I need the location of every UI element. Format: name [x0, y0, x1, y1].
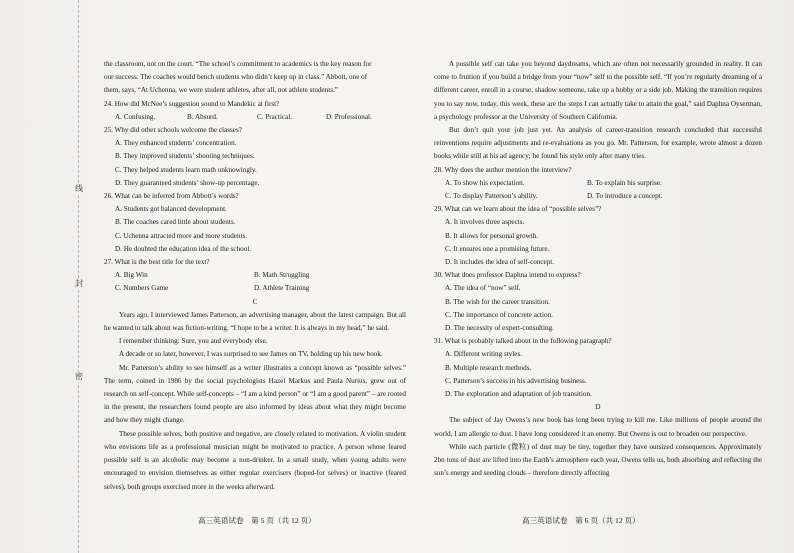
page-footer-right: 高三英语试卷 第 6 页（共 12 页）	[522, 516, 640, 525]
option-c: C. Practical.	[257, 112, 293, 121]
question-29-stem: 29. What can we learn about the idea of “possible selves”?	[434, 205, 602, 214]
option-b: B. The wish for the career transition.	[445, 297, 550, 306]
left-column	[104, 58, 406, 494]
option-c: C. Patterson’s success in his advertising business.	[445, 376, 587, 385]
passage-c-paragraph: But don’t quit your job just yet. An analysis of career-transition research concluded that successful reinventions require adjustments and re-evaluations as you go. Mr. Patterson, for example, wrote almost a dozen books while still at his ad agency; he found his style only after many tries.	[434, 126, 762, 161]
option-c: C. The importance of concrete action.	[445, 310, 553, 319]
option-d: D. They guaranteed students’ show-up percentage.	[115, 178, 260, 187]
option-a: A. To show his expectation.	[445, 178, 525, 187]
question-28-stem: 28. Why does the author mention the interview?	[434, 165, 572, 174]
option-c: C. It ensures one a promising future.	[445, 244, 550, 253]
option-a: A. Big Win	[115, 271, 148, 280]
option-c: C. They helped students learn math unknowingly.	[115, 165, 257, 174]
question-30-stem: 30. What does professor Daphna intend to express?	[434, 271, 581, 280]
question-24-options	[104, 111, 406, 124]
passage-c-paragraph: I remember thinking: Sure, you and everybody else.	[119, 337, 268, 346]
passage-b-end-line: our success. The coaches would bench students who didn’t keep up in class.” Abbott, one of	[104, 73, 368, 82]
option-b: B. To explain his surprise.	[587, 178, 662, 187]
passage-d-paragraph: The subject of Jay Owens’s new book has long been trying to kill me. Like millions of people around the world, I am allergic to dust. I have long considered it an enemy. But Owens is out to broaden our perspective.	[434, 416, 762, 438]
question-24-stem: 24. How did McNee’s suggestion sound to Mandekic at first?	[104, 99, 280, 108]
question-27-options-row1	[104, 269, 406, 282]
option-a: A. Students got balanced development.	[115, 205, 227, 214]
option-a: A. Confusing.	[115, 112, 156, 121]
section-heading-c: C	[252, 297, 258, 306]
right-column	[434, 58, 762, 481]
passage-b-end-line: them, says, “At Uchenna, we were student athletes, after all, not athlete students.”	[104, 86, 338, 95]
passage-c-paragraph: Mr. Patterson’s ability to see himself as a writer illustrates a concept known as “possible selves.” The term, coined in 1986 by the social psychologists Hazel Markus and Paula Nurius, grew out of research on self-concept. While self-concepts – “I am a kind person” or “I am a good parent” – are rooted in the present, the researchers found people are also informed by ideas about what they might become and how they might change.	[104, 363, 406, 425]
question-28-options-row1	[434, 177, 762, 190]
option-d: D. The exploration and adaptation of job transition.	[445, 390, 592, 399]
option-c: C. Numbers Game	[115, 284, 169, 293]
option-a: A. The idea of “now” self.	[445, 284, 521, 293]
question-26-stem: 26. What can be inferred from Abbott’s words?	[104, 192, 239, 201]
option-d: D. The necessity of expert-consulting.	[445, 324, 554, 333]
passage-c-paragraph: A possible self can take you beyond daydreams, which are often not necessarily grounded in reality. It can come to fruition if you build a bridge from your “now” self to the possible self. “If you’re regularly dreaming of a different career, enroll in a course, shadow someone, take up a hobby or a side job. Making the transition requires you to say now, today, this week, these are the steps I can actually take to attain the goal,” said Daphna Oyserman, a psychology professor at the University of Southern California.	[434, 60, 762, 121]
section-heading-d: D	[595, 403, 601, 412]
passage-c-paragraph: Years ago, I interviewed James Patterson, an advertising manager, about the latest campaign. But all he wanted to talk about was fiction-writing. “I hope to be a writer. It is always in my head,” he said.	[104, 310, 406, 333]
option-d: D. To introduce a concept.	[587, 192, 663, 201]
passage-b-end-line: the classroom, not on the court. “The school’s commitment to academics is the key reason for	[104, 60, 372, 68]
option-d: D. It includes the idea of self-concept.	[445, 258, 555, 267]
option-b: B. Multiple research methods.	[445, 363, 532, 372]
binding-line	[78, 0, 79, 553]
option-a: A. They enhanced students’ concentration.	[115, 139, 237, 148]
binding-mark-seal: 封	[75, 279, 83, 288]
option-a: A. Different writing styles.	[445, 350, 523, 359]
option-c: C. Uchenna attracted more and more students.	[115, 231, 248, 240]
question-31-stem: 31. What is probably talked about in the following paragraph?	[434, 337, 612, 346]
passage-d-paragraph: While each particle (微粒) of dust may be tiny, together they have outsized consequences. Approximately 2bn tons of dust are lifted into the Earth’s atmosphere each year, Owens tells us, both absorbing and reflecting the sun’s energy and seeding clouds – therefore directly affecting	[434, 442, 762, 478]
option-b: B. Absurd.	[187, 112, 218, 121]
binding-mark-secret: 密	[75, 372, 83, 381]
passage-c-paragraph: A decade or so later, however, I was surprised to see James on TV, holding up his new book.	[119, 350, 383, 359]
binding-mark-line: 线	[75, 184, 83, 193]
question-28-options-row2	[434, 190, 762, 203]
question-27-stem: 27. What is the best title for the text?	[104, 258, 210, 267]
option-b: B. Math Struggling	[254, 271, 310, 280]
page-footer-left: 高三英语试卷 第 5 页（共 12 页）	[198, 516, 316, 525]
option-a: A. It involves three aspects.	[445, 218, 525, 227]
question-27-options-row2	[104, 282, 406, 295]
option-d: D. He doubted the education idea of the school.	[115, 244, 252, 253]
question-25-stem: 25. Why did other schools welcome the classes?	[104, 126, 242, 135]
option-c: C. To display Patterson’s ability.	[445, 192, 538, 201]
passage-c-paragraph: These possible selves, both positive and negative, are closely related to motivation. A violin student who envisions life as a professional musician might be motivated to practice. A person whose feared possible self is an alcoholic may become a non-drinker. In a small study, when young adults were encouraged to envision themselves as either regular exercisers (hoped-for selves) or inactive (feared selves), both groups exercised more in the weeks afterward.	[104, 429, 406, 491]
option-b: B. It allows for personal growth.	[445, 231, 539, 240]
option-d: D. Athlete Training	[254, 284, 310, 293]
option-d: D. Professional.	[326, 112, 372, 121]
option-b: B. The coaches cared little about students.	[115, 218, 236, 227]
option-b: B. They improved students’ shooting techniques.	[115, 152, 255, 161]
